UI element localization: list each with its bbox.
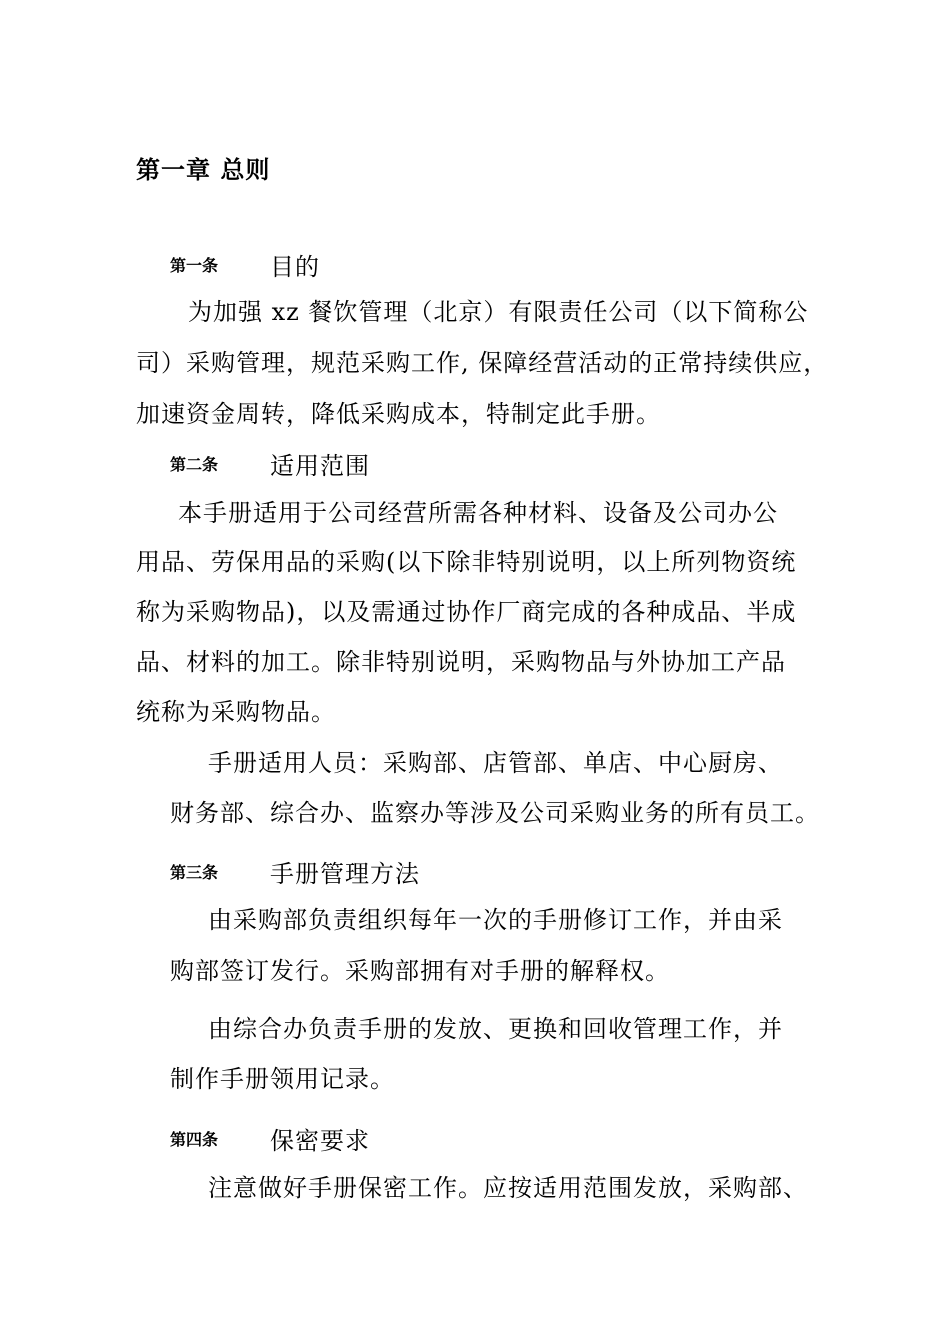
- article-title: 目的: [270, 252, 320, 281]
- article-number: 第四条: [170, 1129, 219, 1149]
- article-heading: [170, 1118, 370, 1158]
- paragraph-line: 财务部、综合办、监察办等涉及公司采购业务的所有员工。: [170, 799, 820, 827]
- chapter-title: 第一章 总则: [136, 156, 271, 184]
- paragraph-line: 统称为采购物品。: [136, 698, 336, 726]
- paragraph-line: 加速资金周转，降低采购成本，特制定此手册。: [136, 400, 661, 428]
- article-number: 第二条: [170, 454, 219, 474]
- article-heading: [170, 443, 370, 483]
- paragraph-line: 本手册适用于公司经营所需各种材料、设备及公司办公: [178, 499, 778, 527]
- paragraph-line: 司）采购管理，规范采购工作, 保障经营活动的正常持续供应，: [136, 349, 829, 377]
- paragraph-line: 手册适用人员：采购部、店管部、单店、中心厨房、: [208, 749, 783, 777]
- paragraph-line: 注意做好手册保密工作。应按适用范围发放，采购部、: [208, 1174, 808, 1202]
- article-heading: [170, 244, 320, 284]
- paragraph-line: 购部签订发行。采购部拥有对手册的解释权。: [170, 957, 670, 985]
- article-title: 手册管理方法: [270, 859, 420, 888]
- article-number: 第三条: [170, 862, 219, 882]
- paragraph-line: 称为采购物品)，以及需通过协作厂商完成的各种成品、半成: [136, 598, 797, 626]
- paragraph-line: 用品、劳保用品的采购(以下除非特别说明，以上所列物资统: [136, 548, 797, 576]
- paragraph-line: 由采购部负责组织每年一次的手册修订工作，并由采: [208, 906, 783, 934]
- paragraph-line: 为加强 xz 餐饮管理（北京）有限责任公司（以下简称公: [188, 298, 809, 326]
- paragraph-line: 由综合办负责手册的发放、更换和回收管理工作，并: [208, 1015, 783, 1043]
- paragraph-line: 品、材料的加工。除非特别说明，采购物品与外协加工产品: [136, 648, 786, 676]
- article-number: 第一条: [170, 255, 219, 275]
- article-title: 保密要求: [270, 1126, 370, 1155]
- paragraph-line: 制作手册领用记录。: [170, 1065, 395, 1093]
- article-heading: [170, 851, 420, 891]
- article-title: 适用范围: [270, 451, 370, 480]
